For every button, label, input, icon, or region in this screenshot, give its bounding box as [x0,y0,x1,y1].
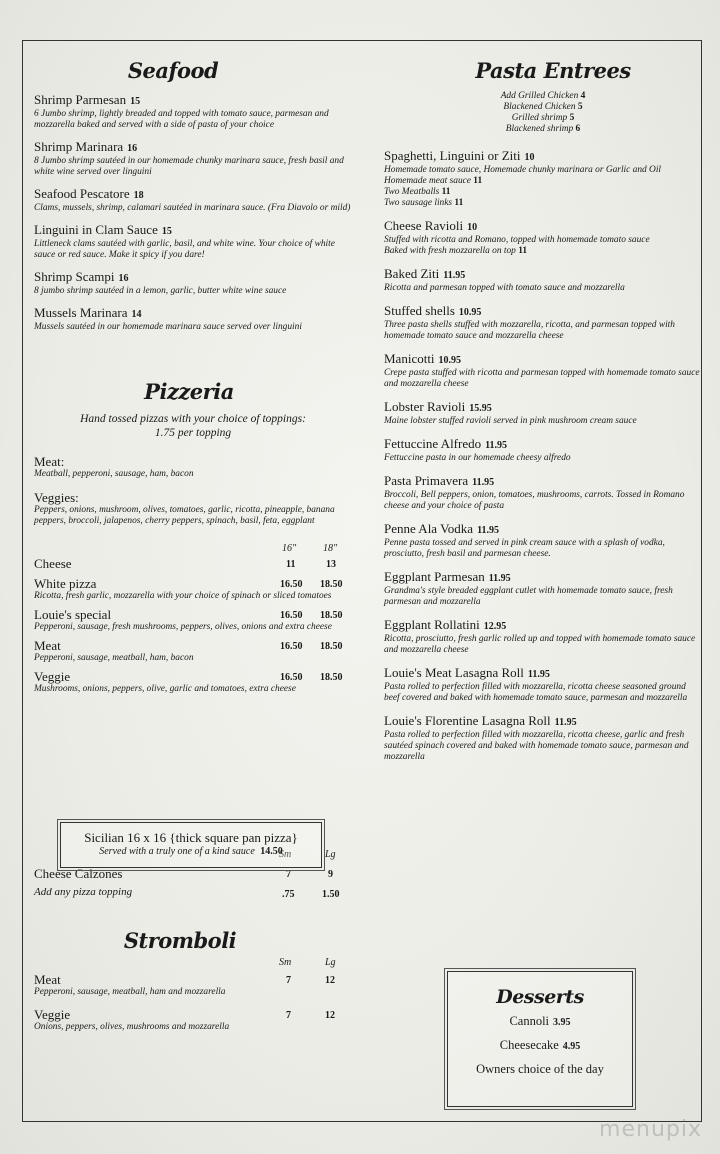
pasta-item [384,570,702,608]
seafood-item-title [34,223,352,239]
item-name: White pizza [34,576,97,591]
addon-price: 5 [569,113,575,123]
item-price: 11.95 [488,573,511,584]
pasta-item [384,474,702,512]
item-name: Cheese Ravioli [384,218,464,233]
dessert-list [448,1014,632,1077]
extra-label: Baked with fresh mozzarella on top [384,246,516,256]
price-lg: 12 [325,1010,335,1021]
pasta-item-title [384,219,702,235]
seafood-list [34,93,352,333]
addon-price: 5 [577,102,583,112]
item-name: Penne Ala Vodka [384,521,474,536]
item-description: Maine lobster stuffed ravioli served in pink mushroom cream sauce [384,416,637,426]
item-price: 15 [161,226,172,237]
item-price: 3.95 [553,1017,571,1028]
item-name: Cannoli [509,1014,550,1028]
pizza-item [34,557,352,571]
dessert-item [448,1038,632,1053]
pasta-item [384,522,702,560]
veggie-toppings-label: Veggies: [34,490,79,505]
price-16: 16.50 [280,672,303,683]
desserts-title: Desserts [496,986,584,1008]
item-description: 8 Jumbo shrimp sautéed in our homemade chunky marinara sauce, fresh basil and white wine served over linguini [34,156,344,177]
pizza-item [34,608,352,633]
pasta-item-title [384,714,702,730]
item-name: Baked Ziti [384,266,440,281]
topping-price: 1.75 per topping [154,427,232,439]
extra-price: 11 [454,198,464,208]
calzone-addon-lg: 1.50 [322,889,340,900]
seafood-item-title [34,93,352,109]
calzone-addon-label: Add any pizza topping [34,886,133,898]
item-description: Littleneck clams sautéed with garlic, basil, and white wine. Your choice of white sauce or red sauce. Make it spicy if you dare! [34,239,335,260]
right-column [384,58,702,773]
pasta-addon [384,124,702,135]
item-description: Crepe pasta stuffed with ricotta and parmesan topped with homemade tomato sauce and mozzarella cheese [384,368,700,389]
pizza-item [34,639,352,664]
item-name: Linguini in Clam Sauce [34,222,158,237]
item-description: 6 Jumbo shrimp, lightly breaded and topped with tomato sauce, parmesan and mozzarella baked and served with a side of pasta of your choice [34,109,329,130]
seafood-item-title [34,187,352,203]
item-name: Mussels Marinara [34,305,128,320]
item-description: Ricotta, fresh garlic, mozzarella with your choice of spinach or sliced tomatoes [34,591,332,601]
pasta-item [384,714,702,763]
seafood-item-title [34,140,352,156]
price-16: 16.50 [280,579,303,590]
pasta-item [384,267,702,294]
item-description: Pepperoni, sausage, meatball, ham, bacon [34,653,194,663]
addon-price: 6 [575,124,581,134]
pasta-addon [384,91,702,102]
item-description: Mushrooms, onions, peppers, olive, garlic and tomatoes, extra cheese [34,684,296,694]
price-18: 18.50 [320,579,343,590]
pasta-list [384,149,702,763]
item-price: 11.95 [485,440,508,451]
item-name: Seafood Pescatore [34,186,130,201]
item-name: Lobster Ravioli [384,399,466,414]
meat-toppings-list: Meatball, pepperoni, sausage, ham, bacon [34,469,194,479]
item-name: Louie's Meat Lasagna Roll [384,665,524,680]
pasta-item [384,219,702,257]
pasta-item [384,352,702,390]
item-name: Meat [34,972,61,987]
stromboli-lg-label: Lg [325,957,336,968]
addon-label: Add Grilled Chicken [500,91,579,101]
extra-label: Two Meatballs [384,187,440,197]
calzone-lg-label: Lg [325,849,336,860]
price-18: 13 [326,559,336,570]
item-price: 10.95 [438,355,462,366]
item-name: Eggplant Parmesan [384,569,485,584]
pasta-addon [384,113,702,124]
item-description: Pasta rolled to perfection filled with mozzarella, ricotta cheese seasoned ground beef covered and baked with homemade tomato sauce, parmesan and mozzarella [384,682,688,703]
price-16: 16.50 [280,610,303,621]
pasta-item [384,400,702,427]
calzone-sm-label: Sm [279,849,292,860]
stromboli-size-header [34,957,352,971]
item-price: 14 [131,309,142,320]
item-price: 4.95 [562,1041,581,1052]
item-description: Penne pasta tossed and served in pink cream sauce with a splash of vodka, prosciutto, fresh basil and parmesan cheese. [384,538,665,559]
pasta-item-title [384,437,702,453]
calzone-addon-sm: .75 [282,889,295,900]
item-description: Ricotta, prosciutto, fresh garlic rolled up and topped with homemade tomato sauce and mozzarella cheese [384,634,696,655]
price-18: 18.50 [320,672,343,683]
pasta-item-title [384,522,702,538]
price-18: 18.50 [320,641,343,652]
pasta-item-title [384,570,702,586]
item-price: 10.95 [458,307,482,318]
item-description: Clams, mussels, shrimp, calamari sautéed in marinara sauce. (Fra Diavolo or mild) [34,203,351,213]
seafood-item [34,93,352,131]
item-name: Veggie [34,669,71,684]
price-16: 11 [286,559,296,570]
item-description: Fettuccine pasta in our homemade cheesy alfredo [384,453,571,463]
pizza-item [34,577,352,602]
item-name: Cheesecake [499,1038,559,1052]
extra-price: 11 [441,187,451,197]
item-extra [384,198,702,209]
item-extra [384,246,702,257]
extra-price: 11 [473,176,483,186]
item-name: Fettuccine Alfredo [384,436,482,451]
pizza-item [34,670,352,695]
stromboli-item [34,973,352,998]
stromboli-item [34,1008,352,1033]
item-name: Spaghetti, Linguini or Ziti [384,148,521,163]
size-18-label: 18" [323,543,338,554]
pasta-item [384,149,702,209]
calzone-lg-price: 9 [328,869,333,880]
item-extra [384,187,702,198]
addon-label: Blackened shrimp [505,124,574,134]
pasta-item-title [384,304,702,320]
item-extra [384,176,702,187]
pasta-addon [384,102,702,113]
desserts-box [447,971,633,1107]
pasta-item-title [384,474,702,490]
seafood-item-title [34,306,352,322]
item-name: Pasta Primavera [384,473,469,488]
item-price: 11.95 [527,669,550,680]
item-name: Eggplant Rollatini [384,617,480,632]
item-name: Stuffed shells [384,303,455,318]
item-description: Mussels sautéed in our homemade marinara sauce served over linguini [34,322,302,332]
item-name: Cheese [34,556,72,571]
item-price: 15 [130,96,141,107]
item-description: Pepperoni, sausage, meatball, ham and mozzarella [34,987,226,997]
item-price: 12.95 [483,621,507,632]
price-sm: 7 [286,975,291,986]
dessert-item [448,1062,632,1077]
price-lg: 12 [325,975,335,986]
item-price: 10 [467,222,478,233]
stromboli-title: Stromboli [123,928,237,953]
pasta-item [384,618,702,656]
item-name: Shrimp Marinara [34,139,124,154]
seafood-item [34,187,352,214]
seafood-item [34,270,352,297]
extra-label: Two sausage links [384,198,453,208]
item-price: 10 [524,152,535,163]
watermark-text: menupix [599,1117,702,1142]
stromboli-list [34,973,352,1033]
item-description: Three pasta shells stuffed with mozzarella, ricotta, and parmesan topped with homemade tomato sauce and mozzarella cheese [384,320,675,341]
item-name: Meat [34,638,61,653]
item-price: 11.95 [443,270,466,281]
item-price: 11.95 [554,717,577,728]
addon-label: Grilled shrimp [511,113,568,123]
price-16: 16.50 [280,641,303,652]
pasta-title: Pasta Entrees [475,58,631,83]
item-name: Manicotti [384,351,435,366]
seafood-item [34,223,352,261]
calzone-sm-price: 7 [286,869,291,880]
seafood-title: Seafood [127,58,219,83]
stromboli-sm-label: Sm [279,957,292,968]
pasta-item-title [384,267,702,283]
item-price: 11.95 [477,525,500,536]
pasta-item-title [384,618,702,634]
pasta-item-title [384,400,702,416]
price-sm: 7 [286,1010,291,1021]
item-price: 16 [118,273,129,284]
item-name: Louie's Florentine Lasagna Roll [384,713,551,728]
item-price: 15.95 [469,403,492,414]
pizza-size-header [34,543,352,557]
pizza-list [34,557,352,695]
item-description: Pasta rolled to perfection filled with mozzarella, ricotta cheese, garlic and fresh sautéed spinach covered and baked with homemade tomato sauce, parmesan and mozzarella [384,730,689,762]
item-price: 18 [133,190,144,201]
item-description: 8 jumbo shrimp sautéed in a lemon, garlic, butter white wine sauce [34,286,287,296]
pasta-item [384,304,702,342]
item-price: 11.95 [472,477,495,488]
extra-price: 11 [518,246,528,256]
pizzeria-title: Pizzeria [144,379,234,404]
size-16-label: 16" [282,543,297,554]
extra-label: Homemade meat sauce [384,176,471,186]
item-description: Ricotta and parmesan topped with tomato sauce and mozzarella [384,283,625,293]
seafood-item [34,306,352,333]
pasta-item-title [384,352,702,368]
seafood-item-title [34,270,352,286]
calzone-addon-row [34,887,352,898]
dessert-item [448,1014,632,1029]
sicilian-box [60,822,322,868]
item-price: 16 [127,143,138,154]
calzone-name: Cheese Calzones [34,866,123,881]
item-description: Broccoli, Bell peppers, onion, tomatoes, mushrooms, carrots. Tossed in Romano cheese and your choice of pasta [384,490,685,511]
meat-toppings-label: Meat: [34,454,65,469]
pasta-item [384,437,702,464]
pasta-addons [384,91,702,135]
pasta-item [384,666,702,704]
addon-label: Blackened Chicken [503,102,576,112]
calzone-row [34,867,352,881]
item-description: Pepperoni, sausage, fresh mushrooms, peppers, olives, onions and extra cheese [34,622,332,632]
item-description: Homemade tomato sauce, Homemade chunky marinara or Garlic and Oil [384,165,662,175]
seafood-item [34,140,352,178]
sicilian-line [61,846,321,857]
veggie-toppings-list: Peppers, onions, mushroom, olives, tomatoes, garlic, ricotta, pineapple, banana peppers, broccoli, jalapenos, cherry peppers, spinach, basil, feta, eggplant [34,505,335,526]
item-name: Shrimp Scampi [34,269,115,284]
pasta-item-title [384,149,702,165]
sicilian-desc: Served with a truly one of a kind sauce [99,846,255,857]
item-name: Veggie [34,1007,71,1022]
pizzeria-intro: Hand tossed pizzas with your choice of toppings: [80,413,306,425]
left-column [34,58,352,1043]
item-description: Stuffed with ricotta and Romano, topped with homemade tomato sauce [384,235,650,245]
item-name: Owners choice of the day [476,1062,604,1076]
pasta-item-title [384,666,702,682]
item-description: Grandma's style breaded eggplant cutlet with homemade tomato sauce, fresh parmesan and mozzarella [384,586,673,607]
item-name: Shrimp Parmesan [34,92,127,107]
item-name: Louie's special [34,607,112,622]
price-18: 18.50 [320,610,343,621]
sicilian-name: Sicilian 16 x 16 {thick square pan pizza} [84,830,298,845]
addon-price: 4 [580,91,586,101]
sicilian-price: 14.50 [260,846,283,857]
item-description: Onions, peppers, olives, mushrooms and mozzarella [34,1022,230,1032]
